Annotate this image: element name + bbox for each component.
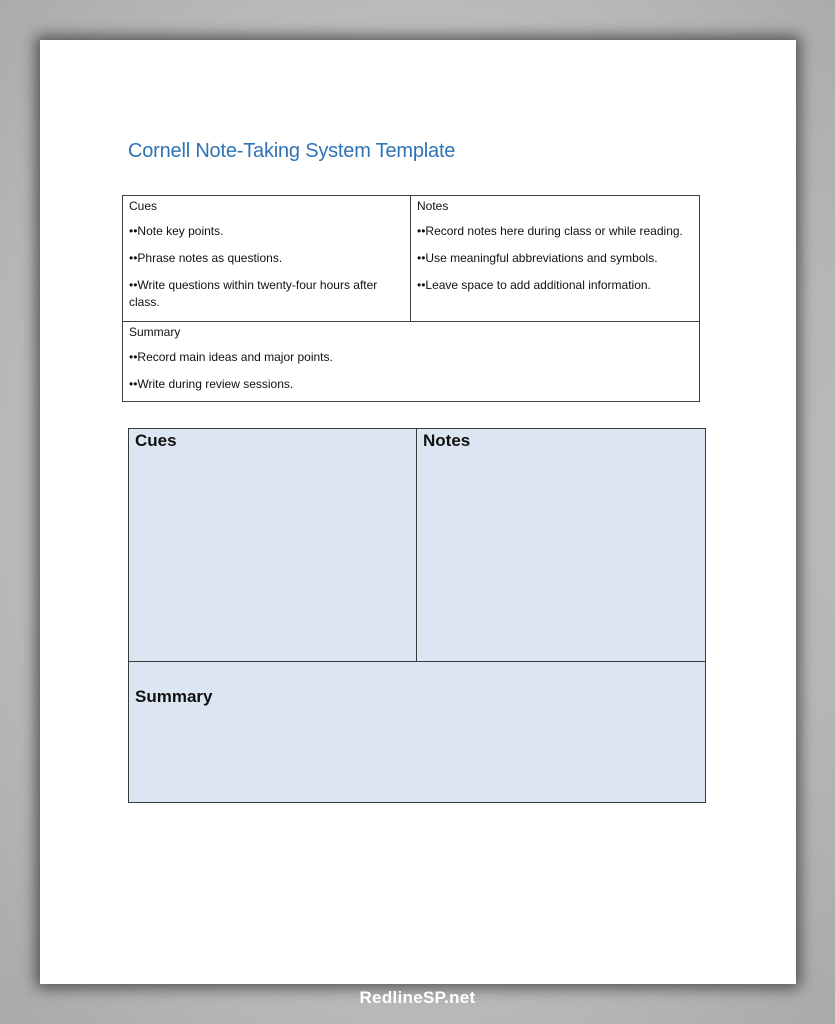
instruction-summary-bullet: ••Record main ideas and major points. bbox=[129, 350, 333, 364]
instruction-notes-cell bbox=[411, 196, 699, 321]
instruction-cues-cell bbox=[123, 196, 411, 321]
instruction-notes-bullet: ••Leave space to add additional information. bbox=[417, 278, 651, 292]
instruction-cues-heading: Cues bbox=[129, 199, 158, 213]
watermark: RedlineSP.net bbox=[359, 988, 476, 1007]
instruction-notes-bullet: ••Use meaningful abbreviations and symbols. bbox=[417, 251, 658, 265]
instruction-summary-bullet: ••Write during review sessions. bbox=[129, 377, 294, 391]
blank-notes-label: Notes bbox=[423, 431, 471, 450]
instruction-cues-bullet: ••Phrase notes as questions. bbox=[129, 251, 283, 265]
instruction-cues-bullet: ••Note key points. bbox=[129, 224, 224, 238]
instruction-notes-heading: Notes bbox=[417, 199, 449, 213]
document-title: Cornell Note-Taking System Template bbox=[128, 140, 456, 162]
blank-summary-area[interactable] bbox=[129, 662, 705, 802]
blank-summary-label: Summary bbox=[135, 687, 213, 706]
instruction-notes-bullet: ••Record notes here during class or while reading. bbox=[417, 224, 683, 238]
blank-cues-area[interactable] bbox=[129, 429, 417, 662]
blank-cues-label: Cues bbox=[135, 431, 177, 450]
blank-note-template bbox=[128, 428, 706, 803]
instruction-top-row bbox=[123, 196, 699, 322]
instruction-summary-cell bbox=[123, 322, 699, 401]
instruction-cues-bullet: ••Write questions within twenty-four hours after class. bbox=[129, 278, 378, 309]
instruction-summary-heading: Summary bbox=[129, 325, 181, 339]
document-page bbox=[40, 40, 796, 984]
blank-notes-area[interactable] bbox=[417, 429, 705, 662]
instruction-table bbox=[122, 195, 700, 402]
